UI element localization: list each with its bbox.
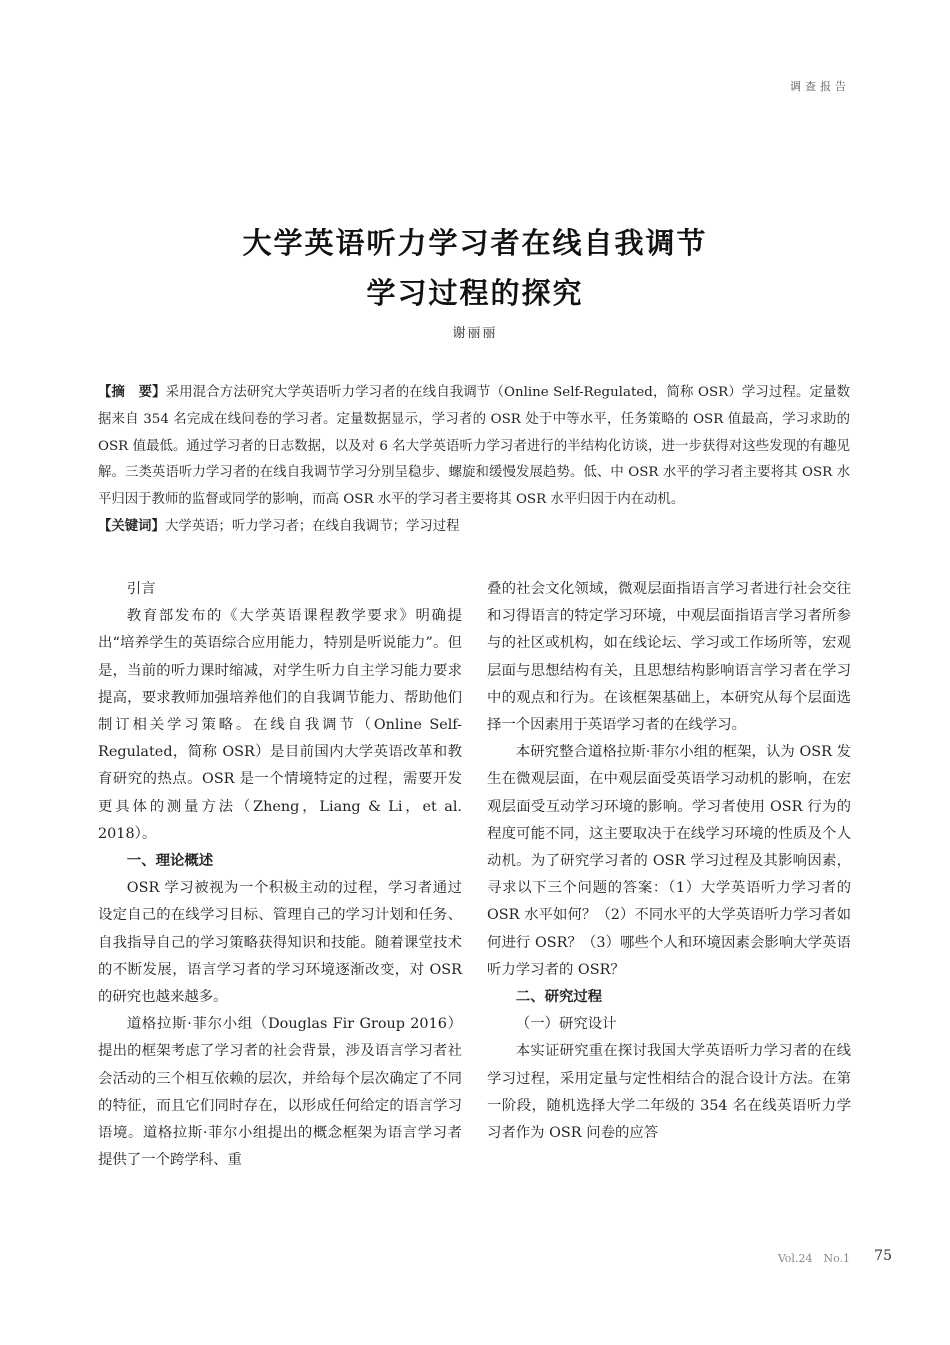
- keywords-label: 【关键词】: [98, 518, 165, 534]
- abstract-paragraph: [98, 380, 850, 514]
- section1-paragraph-1: OSR 学习被视为一个积极主动的过程，学习者通过设定自己的在线学习目标、管理自己的学习计划和任务、自我指导自己的学习策略获得知识和技能。随着课堂技术的不断发展，语言学习者的学习环境逐渐改变，对 OSR 的研究也越来越多。: [98, 880, 462, 1006]
- article-title: [0, 218, 950, 318]
- running-head: 调查报告: [790, 80, 850, 93]
- research-framework-paragraph: 本研究整合道格拉斯·菲尔小组的框架，认为 OSR 发生在微观层面，在中观层面受英语学习动机的影响，在宏观层面受互动学习环境的影响。学习者使用 OSR 行为的程度可能不同，这主要取决于在线学习环境的性质及个人动机。为了研究学习者的 OSR 学习过程及其影响因素，寻求以下三个问题的答案：（1）大学英语听力学习者的 OSR 水平如何？（2）不同水平的大学英语听力学习者如何进行 OSR？（3）哪些个人和环境因素会影响大学英语听力学习者的 OSR？: [487, 744, 851, 978]
- intro-paragraph: 教育部发布的《大学英语课程教学要求》明确提出“培养学生的英语综合应用能力，特别是听说能力”。但是，当前的听力课时缩减，对学生听力自主学习能力要求提高，要求教师加强培养他们的自我调节能力、帮助他们制订相关学习策略。在线自我调节（Online Self-Regulated，简称 OSR）是目前国内大学英语改革和教育研究的热点。OSR 是一个情境特定的过程，需要开发更具体的测量方法（Zheng，Liang & Li，et al. 2018）。: [98, 608, 462, 842]
- title-line-1: 大学英语听力学习者在线自我调节: [242, 226, 708, 260]
- title-line-2: 学习过程的探究: [366, 276, 584, 310]
- continued-paragraph: 叠的社会文化领域，微观层面指语言学习者进行社会交往和习得语言的特定学习环境，中观层面指语言学习者所参与的社区或机构，如在线论坛、学习或工作场所等，宏观层面与思想结构有关，且思想结构影响语言学习者在学习中的观点和行为。在该框架基础上，本研究从每个层面选择一个因素用于英语学习者的在线学习。: [487, 581, 851, 734]
- section2-heading: 二、研究过程: [515, 989, 603, 1006]
- subsection1-heading: （一）研究设计: [515, 1016, 617, 1033]
- intro-heading: 引言: [126, 581, 156, 597]
- section1-heading: 一、理论概述: [126, 853, 214, 870]
- left-column: [98, 576, 462, 1174]
- right-column: [487, 576, 851, 1147]
- keywords-text: 大学英语；听力学习者；在线自我调节；学习过程: [164, 518, 460, 534]
- abstract-block: [98, 380, 850, 541]
- section1-paragraph-2: 道格拉斯·菲尔小组（Douglas Fir Group 2016）提出的框架考虑了学习者的社会背景，涉及语言学习者社会活动的三个相互依赖的层次，并给每个层次确定了不同的特征，而且它们同时存在，以形成任何给定的语言学习语境。道格拉斯·菲尔小组提出的概念框架为语言学习者提供了一个跨学科、重: [98, 1016, 462, 1169]
- page-number: 75: [874, 1248, 892, 1264]
- abstract-label: 【摘 要】: [98, 385, 166, 400]
- volume-info: Vol.24 No.1: [777, 1252, 850, 1265]
- author-name: 谢丽丽: [452, 326, 498, 341]
- abstract-text: 采用混合方法研究大学英语听力学习者的在线自我调节（Online Self-Regulated，简称 OSR）学习过程。定量数据来自 354 名完成在线问卷的学习者。定量数据显示，学习者的 OSR 处于中等水平，任务策略的 OSR 值最高，学习求助的 OSR 值最低。通过学习者的日志数据，以及对 6 名大学英语听力学习者进行的半结构化访谈，进一步获得对这些发现的有趣见解。三类英语听力学习者的在线自我调节学习分别呈稳步、螺旋和缓慢发展趋势。低、中 OSR 水平的学习者主要将其 OSR 水平归因于教师的监督或同学的影响，而高 OSR 水平的学习者主要将其 OSR 水平归因于内在动机。: [98, 385, 850, 508]
- keywords-paragraph: [98, 514, 850, 541]
- subsection1-paragraph: 本实证研究重在探讨我国大学英语听力学习者的在线学习过程，采用定量与定性相结合的混合设计方法。在第一阶段，随机选择大学二年级的 354 名在线英语听力学习者作为 OSR 问卷的应答: [487, 1043, 851, 1142]
